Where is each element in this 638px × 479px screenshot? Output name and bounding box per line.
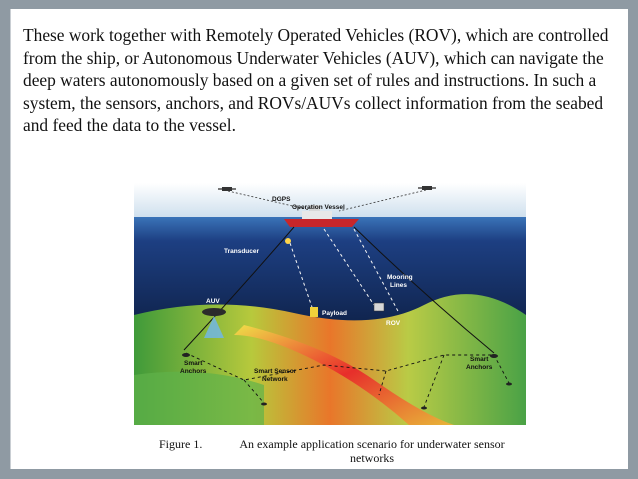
smart-sensor-label-1: Smart Sensor	[254, 368, 297, 375]
figure-illustration	[124, 175, 536, 437]
figure-number: Figure 1.	[159, 437, 203, 451]
figure-underwater-sensor-network	[124, 175, 536, 465]
mooring-label-2: Lines	[390, 282, 407, 289]
auv-label: AUV	[206, 298, 220, 305]
rov-icon	[374, 303, 384, 311]
dgps-label: DGPS	[272, 196, 291, 203]
smart-anchors-right-label-2: Anchors	[466, 364, 493, 371]
smart-anchors-left-label-2: Anchors	[180, 368, 207, 375]
smart-anchors-right-label-1: Smart	[470, 356, 489, 363]
mooring-label-1: Mooring	[387, 274, 413, 281]
slide-paragraph: These work together with Remotely Operated Vehicles (ROV), which are controlled from the ship, or Autonomous Underwater Vehicles (AUV), which can navigate the deep waters autonomously based on a given set of rules and instructions. In such a system, the sensors, anchors, and ROVs/AUVs collect information from the seabed and feed the data to the vessel.	[23, 25, 609, 136]
rov-label: ROV	[386, 320, 401, 327]
payload-label: Payload	[322, 310, 347, 317]
figure-caption-text: An example application scenario for underwater sensor networks	[239, 437, 505, 465]
transducer-label: Transducer	[224, 248, 260, 255]
auv-icon	[202, 308, 226, 316]
payload-icon	[310, 307, 318, 317]
smart-sensor-label-2: Network	[262, 376, 288, 383]
slide	[10, 9, 628, 469]
vessel-label: Operation Vessel	[292, 204, 345, 211]
smart-anchors-left-label-1: Smart	[184, 360, 203, 367]
